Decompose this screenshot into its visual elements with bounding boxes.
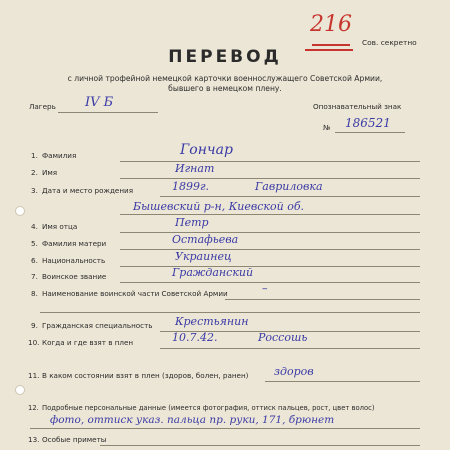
field-num-5: 5. — [31, 239, 38, 248]
field-label-mother: Фамилия матери — [42, 239, 107, 248]
field-value-unit: – — [262, 282, 268, 295]
document-title: ПЕРЕВОД — [168, 47, 282, 67]
field-value-surname: Гончар — [180, 142, 233, 158]
field-value-condition: здоров — [274, 365, 314, 378]
field-value-father: Петр — [175, 216, 209, 229]
field-num-6: 6. — [31, 256, 38, 265]
field-line — [160, 196, 420, 197]
field-line — [120, 249, 420, 250]
ident-prefix: № — [323, 123, 331, 132]
camp-value: IV Б — [85, 95, 114, 110]
archive-underline — [312, 44, 350, 46]
ident-label: Опознавательный знак — [313, 102, 402, 111]
field-label-first-name: Имя — [42, 168, 58, 177]
field-label-surname: Фамилия — [42, 151, 77, 160]
field-line — [265, 381, 420, 382]
field-num-1: 1. — [31, 151, 38, 160]
field-num-9: 9. — [31, 321, 38, 330]
field-label-father: Имя отца — [42, 222, 78, 231]
document-subtitle-2: бывшего в немецком плену. — [168, 84, 282, 93]
ident-value: 186521 — [345, 116, 391, 130]
field-line — [225, 299, 420, 300]
field-value-birth-place: Гавриловка — [255, 180, 323, 193]
field-line — [40, 312, 420, 313]
field-num-8: 8. — [31, 289, 38, 298]
field-value-birth-year: 1899г. — [172, 180, 210, 193]
field-value-first-name: Игнат — [175, 162, 215, 175]
field-line — [120, 232, 420, 233]
field-label-rank: Воинское звание — [42, 272, 107, 281]
field-label-captured: Когда и где взят в плен — [42, 338, 134, 347]
field-num-7: 7. — [31, 272, 38, 281]
field-label-personal: Подробные персональные данные (имеется фотография, оттиск пальцев, рост, цвет волос) — [42, 404, 375, 412]
camp-line — [58, 112, 158, 113]
field-num-13: 13. — [28, 435, 40, 444]
field-line — [120, 178, 420, 179]
field-label-condition: В каком состоянии взят в плен (здоров, болен, ранен) — [42, 371, 249, 380]
field-line — [120, 161, 420, 162]
archive-number: 216 — [310, 12, 352, 37]
field-num-2: 2. — [31, 168, 38, 177]
camp-label: Лагерь — [29, 102, 56, 111]
classification-label: Сов. секретно — [362, 38, 417, 47]
field-line — [160, 348, 420, 349]
field-value-personal: фото, оттиск указ. пальца пр. руки, 171, брюнет — [50, 414, 335, 426]
field-line — [100, 445, 420, 446]
field-label-birth: Дата и место рождения — [42, 186, 134, 195]
field-line — [120, 266, 420, 267]
field-num-4: 4. — [31, 222, 38, 231]
field-value-capture-date: 10.7.42. — [172, 331, 218, 344]
field-value-birth-district: Бышевский р-н, Киевской об. — [133, 200, 305, 213]
field-line — [30, 428, 420, 429]
field-label-profession: Гражданская специальность — [42, 321, 153, 330]
ident-line — [335, 132, 405, 133]
field-value-mother: Остафьева — [172, 233, 239, 246]
field-num-12: 12. — [28, 404, 39, 412]
field-value-nationality: Украинец — [175, 250, 232, 263]
punch-hole — [15, 385, 25, 395]
field-value-capture-place: Россошь — [258, 331, 308, 344]
field-label-nationality: Национальность — [42, 256, 106, 265]
field-num-11: 11. — [28, 371, 40, 380]
field-line — [120, 282, 420, 283]
field-value-rank: Гражданский — [172, 266, 254, 279]
document-subtitle-1: с личной трофейной немецкой карточки военнослужащего Советской Армии, — [67, 74, 383, 83]
field-num-3: 3. — [31, 186, 38, 195]
punch-hole — [15, 206, 25, 216]
field-value-profession: Крестьянин — [175, 315, 249, 328]
field-label-special-marks: Особые приметы — [42, 435, 107, 444]
field-line — [120, 214, 420, 215]
field-num-10: 10. — [28, 338, 40, 347]
field-label-unit: Наименование воинской части Советской Армии — [42, 289, 228, 298]
